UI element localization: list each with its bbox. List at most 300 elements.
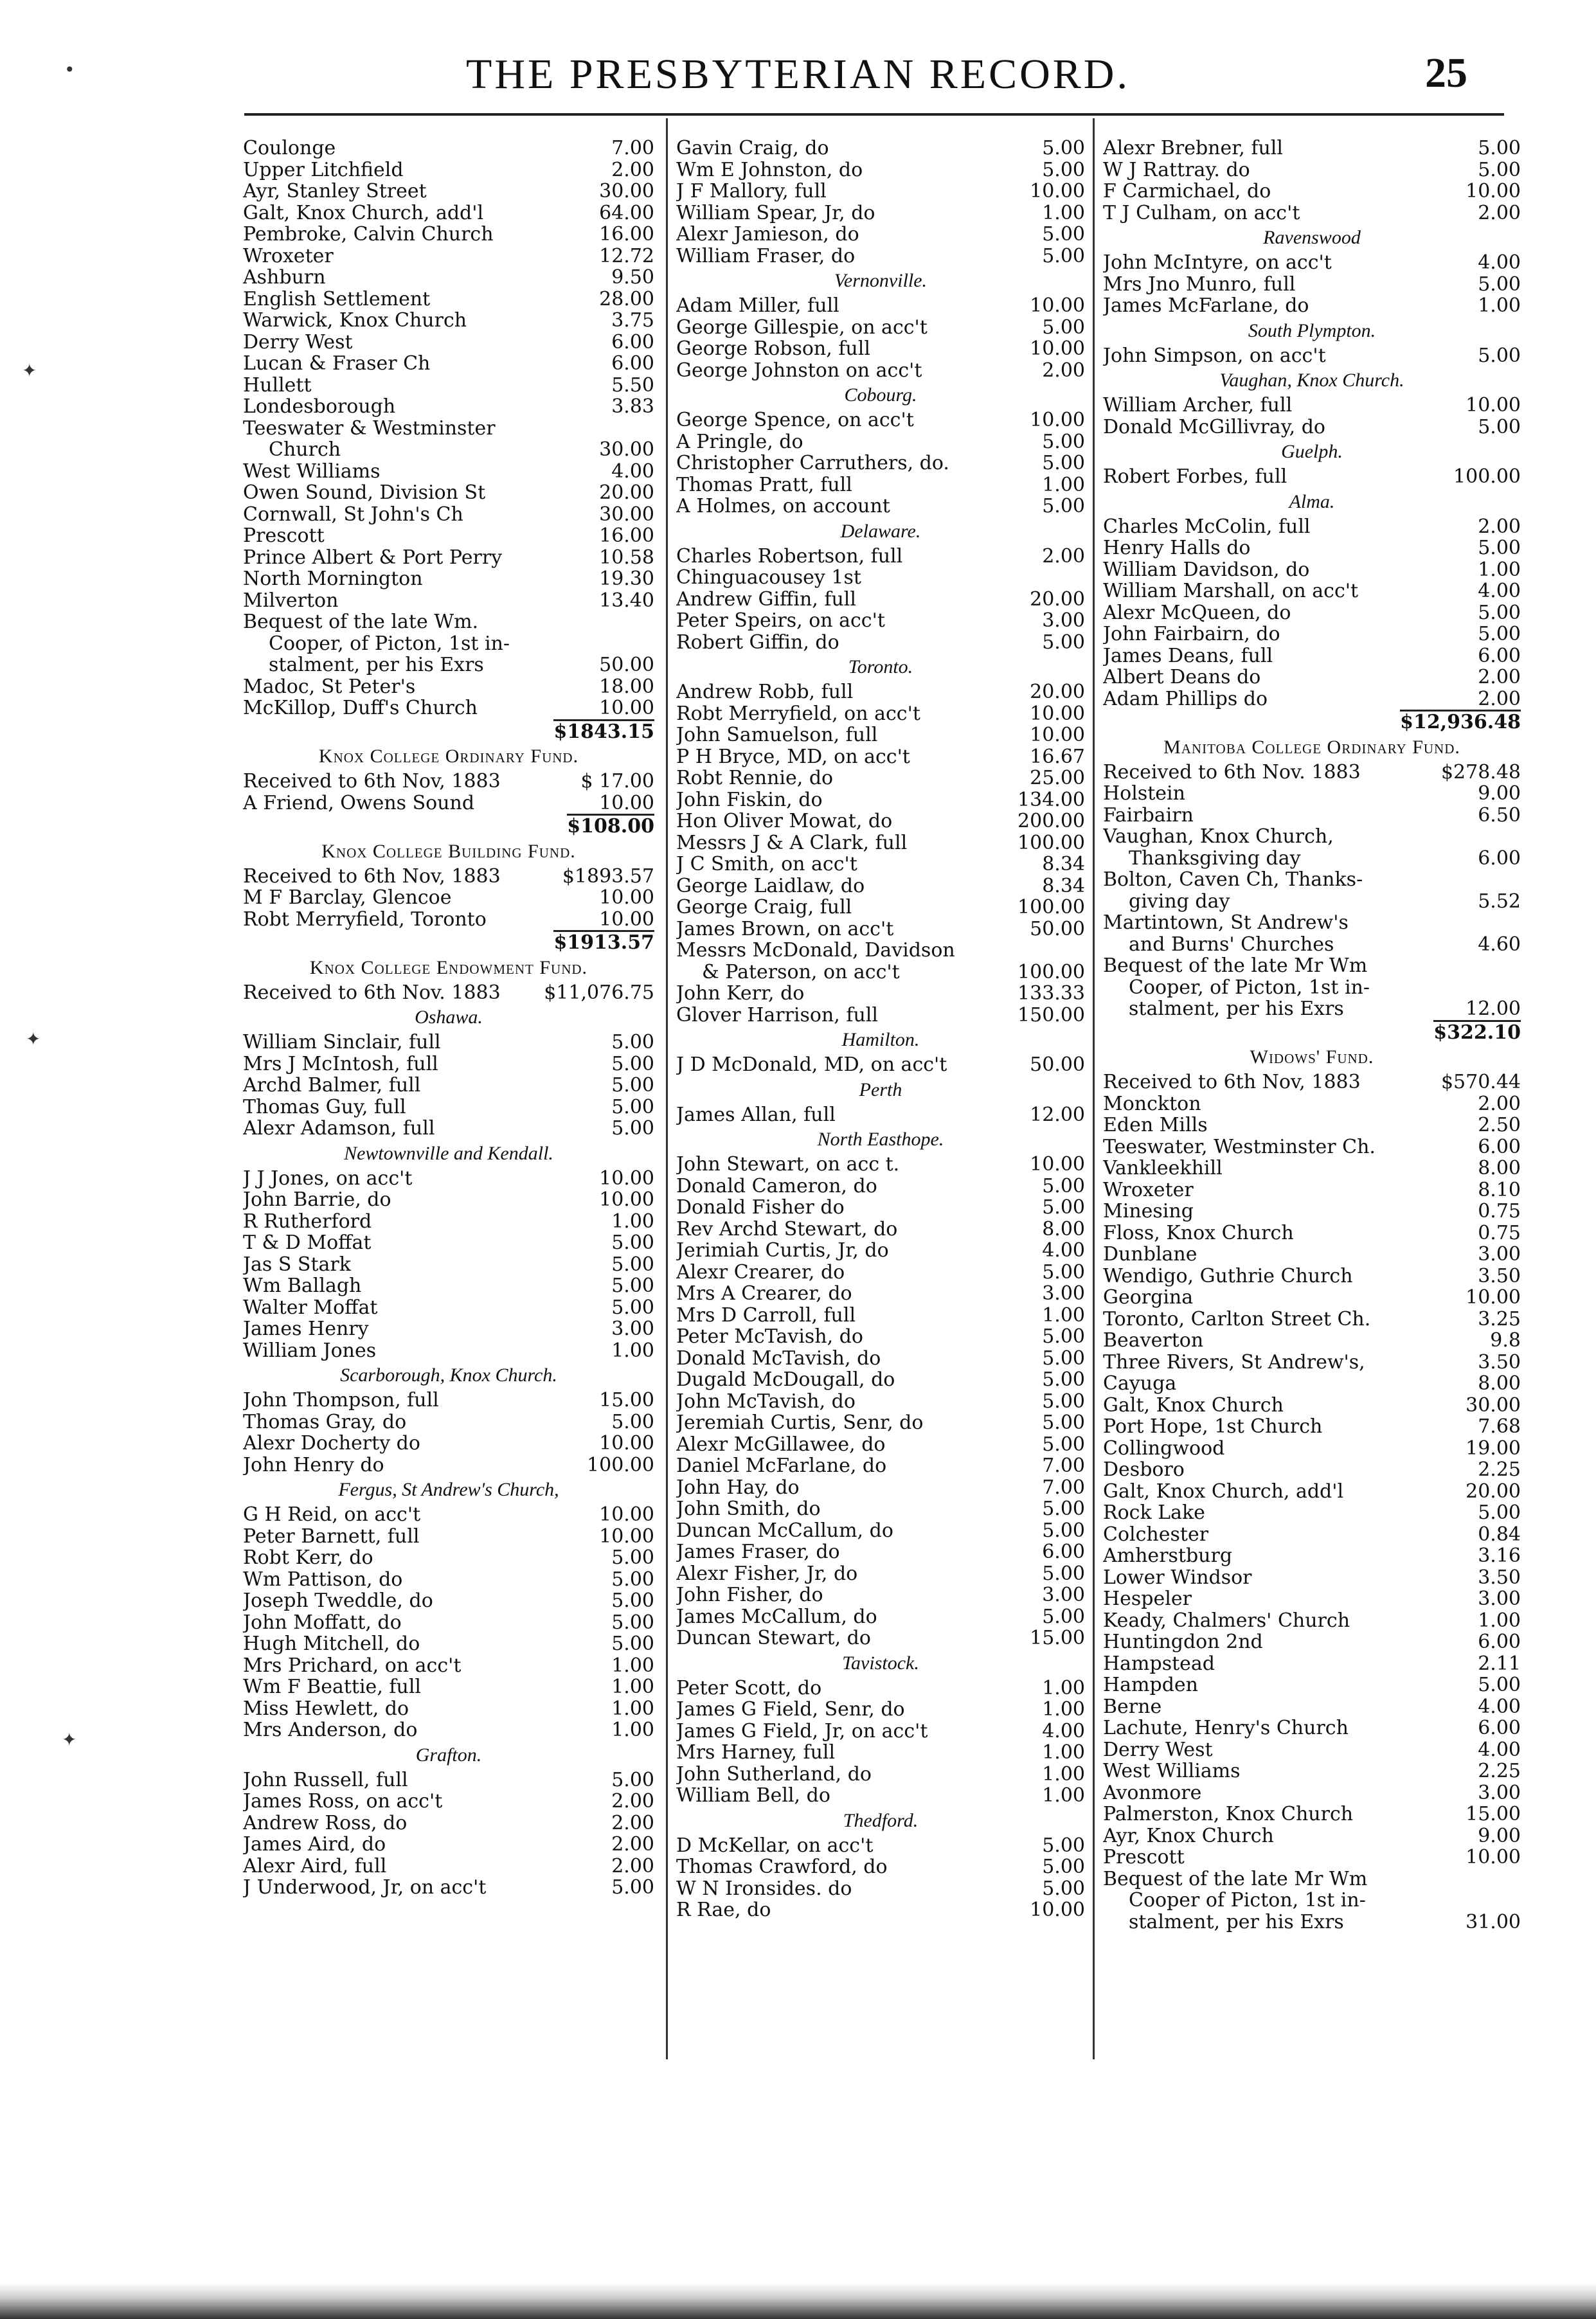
contributor-name: Eden Mills bbox=[1103, 1115, 1208, 1136]
contribution-amount: 5.00 bbox=[1042, 1369, 1085, 1391]
contribution-amount: 2.11 bbox=[1478, 1652, 1521, 1674]
contributor-name: John Simpson, on acc't bbox=[1103, 345, 1326, 366]
contribution-amount: 10.00 bbox=[1030, 724, 1085, 746]
contribution-amount: 5.00 bbox=[1478, 138, 1521, 159]
contribution-amount: 10.00 bbox=[1466, 1287, 1521, 1309]
contribution-amount: 0.84 bbox=[1478, 1523, 1521, 1545]
contribution-amount: 6.00 bbox=[1478, 847, 1521, 869]
contributor-name: Received to 6th Nov. 1883 bbox=[243, 981, 501, 1003]
contribution-amount bbox=[1023, 940, 1085, 962]
fund-heading: Widows' Fund. bbox=[1250, 1046, 1374, 1068]
contribution-amount: 5.00 bbox=[1042, 1326, 1085, 1348]
contribution-row bbox=[1103, 416, 1521, 438]
contributor-name: Port Hope, 1st Church bbox=[1103, 1416, 1323, 1438]
contribution-row bbox=[1103, 559, 1521, 581]
contributor-name: John McTavish, do bbox=[676, 1390, 856, 1412]
contribution-amount: 8.00 bbox=[1478, 1158, 1521, 1179]
contribution-row bbox=[676, 1742, 1085, 1764]
contributor-name: R Rutherford bbox=[243, 1210, 372, 1232]
contribution-amount: 2.25 bbox=[1478, 1459, 1521, 1481]
contribution-row bbox=[676, 962, 1085, 983]
contributor-name: Cooper, of Picton, 1st in- bbox=[269, 632, 510, 654]
contribution-row bbox=[676, 789, 1085, 811]
contribution-amount: 10.00 bbox=[599, 697, 654, 719]
contribution-row bbox=[676, 1005, 1085, 1026]
contributor-name: Adam Phillips do bbox=[1103, 688, 1268, 710]
contribution-amount: 3.00 bbox=[1478, 1244, 1521, 1266]
contribution-amount: 13.40 bbox=[599, 589, 654, 611]
contributor-name: Received to 6th Nov, 1883 bbox=[243, 771, 501, 792]
contribution-amount: 6.50 bbox=[1478, 804, 1521, 826]
contribution-row bbox=[243, 1411, 654, 1433]
contributor-name: James Allan, full bbox=[676, 1104, 836, 1125]
contribution-row bbox=[1103, 1201, 1521, 1222]
contribution-amount: 134.00 bbox=[1018, 789, 1085, 810]
contributor-name: Hampstead bbox=[1103, 1652, 1215, 1674]
contribution-row bbox=[243, 887, 654, 909]
contribution-row bbox=[1103, 516, 1521, 538]
contribution-amount: 5.00 bbox=[1478, 345, 1521, 366]
column-1 bbox=[243, 138, 654, 1899]
contributor-name: McKillop, Duff's Church bbox=[243, 697, 478, 719]
contributor-name: Cornwall, St John's Ch bbox=[243, 503, 463, 525]
section-heading: Guelph. bbox=[1281, 441, 1343, 462]
section-heading: Delaware. bbox=[840, 520, 921, 542]
contributor-name: Coulonge bbox=[243, 138, 336, 159]
contribution-row bbox=[243, 1340, 654, 1362]
contribution-row bbox=[1103, 912, 1521, 934]
contribution-row bbox=[676, 610, 1085, 632]
contributor-name: Andrew Ross, do bbox=[243, 1812, 408, 1834]
contributor-name: Derry West bbox=[1103, 1739, 1213, 1760]
contribution-row bbox=[676, 1219, 1085, 1240]
contribution-row bbox=[676, 1305, 1085, 1327]
contribution-amount bbox=[593, 418, 654, 440]
contribution-amount: $11,076.75 bbox=[544, 981, 654, 1003]
contributor-name: Received to 6th Nov, 1883 bbox=[243, 865, 501, 887]
contribution-row bbox=[1103, 977, 1521, 999]
contribution-row bbox=[676, 1764, 1085, 1786]
contribution-row bbox=[1103, 998, 1521, 1020]
contributor-name: Mrs D Carroll, full bbox=[676, 1304, 856, 1326]
contribution-row bbox=[1103, 1739, 1521, 1761]
contributor-name: Rock Lake bbox=[1103, 1502, 1205, 1524]
contribution-amount: 10.00 bbox=[1030, 1899, 1085, 1921]
contribution-row bbox=[676, 1785, 1085, 1807]
contributor-name: Archd Balmer, full bbox=[243, 1075, 421, 1097]
contribution-amount: 9.8 bbox=[1490, 1330, 1521, 1352]
contribution-row bbox=[243, 1211, 654, 1233]
contributor-name: Floss, Knox Church bbox=[1103, 1222, 1294, 1244]
contribution-row bbox=[243, 396, 654, 418]
contributor-name: George Robson, full bbox=[676, 338, 870, 360]
column-divider-2 bbox=[1093, 118, 1095, 2059]
contributor-name: Adam Miller, full bbox=[676, 295, 839, 317]
contribution-amount: 2.00 bbox=[1042, 359, 1085, 381]
contributor-name: Albert Deans do bbox=[1103, 667, 1261, 688]
contribution-row bbox=[676, 224, 1085, 246]
contribution-row bbox=[1103, 1674, 1521, 1696]
section-heading: Hamilton. bbox=[841, 1029, 920, 1050]
contributor-name: James Henry bbox=[243, 1318, 369, 1340]
contributor-name: James McFarlane, do bbox=[1103, 295, 1309, 317]
contributor-name: Andrew Giffin, full bbox=[676, 588, 856, 610]
contribution-amount: 4.00 bbox=[1478, 1739, 1521, 1760]
contribution-amount: 1.00 bbox=[611, 1719, 654, 1741]
contributor-name: Vankleekhill bbox=[1103, 1158, 1223, 1179]
contributor-name: George Gillespie, on acc't bbox=[676, 316, 928, 338]
contribution-row bbox=[1103, 1912, 1521, 1933]
contributor-name: William Sinclair, full bbox=[243, 1032, 441, 1053]
contribution-row bbox=[676, 567, 1085, 589]
contribution-amount: 5.00 bbox=[611, 1053, 654, 1075]
contribution-amount: 10.00 bbox=[1030, 295, 1085, 317]
section-heading: Fergus, St Andrew's Church, bbox=[338, 1479, 559, 1500]
contributor-name: Robt Merryfield, on acc't bbox=[676, 703, 920, 724]
contribution-row bbox=[1103, 159, 1521, 181]
contributor-name: Colchester bbox=[1103, 1523, 1209, 1545]
contributor-name: Christopher Carruthers, do. bbox=[676, 452, 949, 474]
contribution-row bbox=[243, 1455, 654, 1476]
contribution-amount: 5.00 bbox=[611, 1032, 654, 1053]
contributor-name: D McKellar, on acc't bbox=[676, 1834, 874, 1856]
column-divider-1 bbox=[666, 118, 668, 2059]
contributor-name: Minesing bbox=[1103, 1201, 1194, 1222]
contribution-row bbox=[1103, 1158, 1521, 1179]
contribution-amount: 8.34 bbox=[1042, 875, 1085, 897]
contribution-amount: 5.00 bbox=[1478, 273, 1521, 295]
contribution-row bbox=[1103, 1438, 1521, 1460]
contribution-row bbox=[243, 1275, 654, 1297]
contribution-row bbox=[243, 1633, 654, 1655]
contributor-name: William Marshall, on acc't bbox=[1103, 580, 1359, 602]
contributor-name: Wroxeter bbox=[243, 245, 334, 267]
contributor-name: Messrs J & A Clark, full bbox=[676, 832, 908, 854]
contributor-name: Donald McTavish, do bbox=[676, 1347, 881, 1369]
contribution-amount: 19.30 bbox=[599, 568, 654, 590]
contribution-amount: $ 17.00 bbox=[580, 771, 654, 792]
contribution-row bbox=[676, 1498, 1085, 1520]
contribution-row bbox=[243, 866, 654, 888]
contributor-name: Keady, Chalmers' Church bbox=[1103, 1609, 1350, 1631]
contribution-row bbox=[1103, 1373, 1521, 1395]
contribution-row bbox=[1103, 1868, 1521, 1890]
contribution-row bbox=[1103, 1804, 1521, 1825]
contributor-name: Lachute, Henry's Church bbox=[1103, 1717, 1349, 1739]
page-number: 25 bbox=[1425, 49, 1467, 96]
contributor-name: John Moffatt, do bbox=[243, 1611, 402, 1633]
contribution-row bbox=[1103, 1847, 1521, 1868]
contributor-name: Alexr McQueen, do bbox=[1103, 602, 1291, 623]
contribution-amount: 5.00 bbox=[1042, 496, 1085, 517]
contribution-row bbox=[243, 1856, 654, 1877]
contributor-name: and Burns' Churches bbox=[1129, 933, 1334, 955]
contribution-row bbox=[676, 1154, 1085, 1176]
contribution-amount: 5.00 bbox=[1478, 416, 1521, 438]
contributor-name: James Ross, on acc't bbox=[243, 1791, 443, 1813]
contribution-row bbox=[1103, 826, 1521, 848]
contribution-row bbox=[676, 474, 1085, 496]
contribution-row bbox=[1103, 955, 1521, 977]
contribution-row bbox=[676, 181, 1085, 202]
contribution-amount: 10.00 bbox=[599, 908, 654, 930]
contribution-amount bbox=[593, 611, 654, 633]
contribution-row bbox=[1103, 1782, 1521, 1804]
contribution-row bbox=[1103, 1093, 1521, 1115]
fund-heading: Knox College Endowment Fund. bbox=[309, 956, 588, 978]
contribution-amount: 3.50 bbox=[1478, 1351, 1521, 1373]
contributor-name: Hullett bbox=[243, 374, 312, 396]
contribution-row bbox=[1103, 1115, 1521, 1136]
contributor-name: T J Culham, on acc't bbox=[1103, 202, 1300, 224]
contribution-row bbox=[676, 1699, 1085, 1721]
contributor-name: William Spear, Jr, do bbox=[676, 202, 875, 224]
contribution-row bbox=[243, 676, 654, 698]
contributor-name: James Aird, do bbox=[243, 1834, 386, 1856]
contributor-name: Mrs Jno Munro, full bbox=[1103, 273, 1296, 295]
contribution-amount: 5.00 bbox=[611, 1118, 654, 1140]
contribution-amount bbox=[593, 633, 654, 655]
contributor-name: Holstein bbox=[1103, 783, 1185, 805]
contribution-amount: 30.00 bbox=[599, 503, 654, 525]
contributor-name: George Johnston on acc't bbox=[676, 359, 922, 381]
contribution-row bbox=[1103, 466, 1521, 488]
contribution-amount: 1.00 bbox=[1042, 1304, 1085, 1326]
contribution-amount: 1.00 bbox=[1042, 1742, 1085, 1764]
contributor-name: John Fiskin, do bbox=[676, 789, 823, 810]
contribution-amount: 50.00 bbox=[1030, 918, 1085, 940]
contributor-name: Received to 6th Nov. 1883 bbox=[1103, 761, 1361, 783]
contribution-amount: 28.00 bbox=[599, 288, 654, 310]
contribution-amount: 15.00 bbox=[1030, 1627, 1085, 1649]
contribution-amount: 3.75 bbox=[611, 310, 654, 332]
contribution-amount: 1.00 bbox=[611, 1210, 654, 1232]
contributor-name: West Williams bbox=[1103, 1760, 1241, 1782]
contribution-amount: 1.00 bbox=[1042, 1677, 1085, 1699]
contributor-name: W J Rattray. do bbox=[1103, 159, 1250, 181]
contribution-row bbox=[676, 1369, 1085, 1391]
subtotal-row bbox=[1103, 1020, 1521, 1044]
contributor-name: George Laidlaw, do bbox=[676, 875, 865, 897]
contribution-row bbox=[243, 1590, 654, 1612]
contributor-name: Derry West bbox=[243, 331, 353, 353]
contribution-row bbox=[243, 1189, 654, 1211]
section-heading: Vaughan, Knox Church. bbox=[1219, 370, 1404, 391]
contribution-amount: 3.00 bbox=[1478, 1588, 1521, 1610]
fund-heading: Knox College Building Fund. bbox=[321, 840, 576, 862]
contributor-name: John Barrie, do bbox=[243, 1189, 391, 1211]
contributor-name: Duncan McCallum, do bbox=[676, 1519, 893, 1541]
contributor-name: William Bell, do bbox=[676, 1785, 830, 1807]
contribution-amount: 10.00 bbox=[599, 1189, 654, 1211]
contribution-row bbox=[243, 547, 654, 569]
contributor-name: Warwick, Knox Church bbox=[243, 310, 467, 332]
contributor-name: Palmerston, Knox Church bbox=[1103, 1804, 1354, 1825]
contribution-amount: 20.00 bbox=[1030, 588, 1085, 610]
contribution-amount: 5.00 bbox=[611, 1275, 654, 1297]
contribution-row bbox=[1103, 1352, 1521, 1374]
contribution-amount: 6.00 bbox=[1478, 1136, 1521, 1158]
contributor-name: Mrs Prichard, on acc't bbox=[243, 1654, 462, 1676]
contributor-name: Desboro bbox=[1103, 1459, 1185, 1481]
contribution-row bbox=[1103, 1395, 1521, 1417]
contribution-row bbox=[1103, 1588, 1521, 1610]
section-heading: Newtownville and Kendall. bbox=[344, 1142, 553, 1164]
contribution-row bbox=[1103, 1071, 1521, 1093]
section-heading: North Easthope. bbox=[817, 1129, 944, 1150]
contribution-row bbox=[676, 317, 1085, 339]
contribution-row bbox=[243, 353, 654, 375]
contributor-name: Bequest of the late Wm. bbox=[243, 611, 479, 633]
contribution-amount: $108.00 bbox=[567, 815, 654, 837]
contribution-row bbox=[676, 295, 1085, 317]
contribution-amount: 5.00 bbox=[1042, 431, 1085, 452]
contribution-row bbox=[243, 1118, 654, 1140]
contribution-row bbox=[1103, 252, 1521, 274]
contribution-amount: 6.00 bbox=[1478, 1631, 1521, 1653]
contribution-row bbox=[243, 525, 654, 547]
contributor-name: P H Bryce, MD, on acc't bbox=[676, 746, 910, 767]
contributor-name: James Brown, on acc't bbox=[676, 918, 894, 940]
contribution-amount: 5.00 bbox=[611, 1411, 654, 1433]
contributor-name: James Deans, full bbox=[1103, 645, 1273, 667]
contribution-row bbox=[1103, 181, 1521, 202]
section-heading: Ravenswood bbox=[1263, 227, 1361, 248]
contribution-amount: 200.00 bbox=[1018, 810, 1085, 832]
contributor-name: Huntingdon 2nd bbox=[1103, 1631, 1263, 1653]
contributor-name: John Samuelson, full bbox=[676, 724, 878, 746]
contribution-amount: 6.00 bbox=[1042, 1541, 1085, 1563]
contribution-amount: 5.00 bbox=[1042, 1261, 1085, 1283]
contributor-name: Owen Sound, Division St bbox=[243, 482, 486, 504]
contributor-name: Milverton bbox=[243, 589, 339, 611]
contribution-row bbox=[676, 431, 1085, 453]
contributor-name: John Henry do bbox=[243, 1454, 384, 1476]
contributor-name: Charles Robertson, full bbox=[676, 545, 903, 567]
contribution-amount: 5.00 bbox=[611, 1568, 654, 1590]
contributor-name: A Friend, Owens Sound bbox=[243, 792, 475, 814]
contributor-name: Rev Archd Stewart, do bbox=[676, 1218, 898, 1240]
contribution-row bbox=[243, 1390, 654, 1411]
contribution-amount: 30.00 bbox=[1466, 1394, 1521, 1416]
contribution-row bbox=[676, 1856, 1085, 1878]
contribution-amount: 5.00 bbox=[611, 1611, 654, 1633]
contribution-amount: 1.00 bbox=[1042, 474, 1085, 496]
contribution-row bbox=[676, 246, 1085, 267]
contributor-name: Cooper of Picton, 1st in- bbox=[1129, 1890, 1366, 1912]
contribution-amount: 10.00 bbox=[1030, 703, 1085, 724]
contribution-amount: 5.00 bbox=[1042, 1562, 1085, 1584]
contributor-name: Gavin Craig, do bbox=[676, 138, 829, 159]
contribution-amount: 3.16 bbox=[1478, 1545, 1521, 1567]
contributor-name: Hugh Mitchell, do bbox=[243, 1633, 420, 1655]
contributor-name: James McCallum, do bbox=[676, 1606, 877, 1627]
contribution-row bbox=[676, 724, 1085, 746]
contribution-amount: 9.00 bbox=[1478, 783, 1521, 805]
contribution-row bbox=[676, 1541, 1085, 1563]
contribution-row bbox=[243, 1168, 654, 1190]
contribution-amount: 10.00 bbox=[599, 1167, 654, 1189]
contribution-row bbox=[1103, 1244, 1521, 1266]
contribution-row bbox=[1103, 1330, 1521, 1352]
contribution-row bbox=[676, 1104, 1085, 1126]
contribution-amount: 1.00 bbox=[1478, 295, 1521, 317]
contributor-name: John Smith, do bbox=[676, 1498, 821, 1520]
contributor-name: George Craig, full bbox=[676, 897, 852, 918]
contributor-name: Walter Moffat bbox=[243, 1296, 378, 1318]
contribution-amount: $322.10 bbox=[1433, 1021, 1521, 1043]
contribution-amount: 2.00 bbox=[611, 159, 654, 181]
contribution-row bbox=[676, 1434, 1085, 1456]
contribution-amount: 5.00 bbox=[611, 1296, 654, 1318]
contribution-row bbox=[676, 810, 1085, 832]
contribution-amount: 12.00 bbox=[1030, 1104, 1085, 1125]
contribution-row bbox=[1103, 667, 1521, 688]
contributor-name: Galt, Knox Church, add'l bbox=[243, 202, 484, 224]
contributor-name: Collingwood bbox=[1103, 1437, 1225, 1459]
contribution-row bbox=[243, 568, 654, 590]
contribution-row bbox=[1103, 138, 1521, 159]
contributor-name: Alexr Crearer, do bbox=[676, 1261, 845, 1283]
contribution-amount: 10.00 bbox=[1030, 181, 1085, 202]
contribution-row bbox=[243, 611, 654, 633]
contribution-row bbox=[676, 918, 1085, 940]
contribution-amount: 5.00 bbox=[1478, 537, 1521, 559]
contribution-row bbox=[676, 1054, 1085, 1076]
contribution-row bbox=[676, 360, 1085, 382]
contributor-name: John Hay, do bbox=[676, 1476, 800, 1498]
contribution-amount bbox=[1459, 1868, 1521, 1890]
contribution-row bbox=[1103, 1653, 1521, 1675]
contribution-row bbox=[676, 1878, 1085, 1900]
contribution-amount: 2.25 bbox=[1478, 1760, 1521, 1782]
contribution-row bbox=[243, 1075, 654, 1097]
contribution-row bbox=[243, 1433, 654, 1455]
contribution-row bbox=[243, 439, 654, 461]
contributor-name: John Fisher, do bbox=[676, 1584, 823, 1606]
contribution-amount: 30.00 bbox=[599, 439, 654, 461]
contribution-row bbox=[1103, 1459, 1521, 1481]
contribution-amount: 5.00 bbox=[1042, 1498, 1085, 1520]
contributor-name: Thomas Guy, full bbox=[243, 1096, 406, 1118]
contribution-amount: 3.50 bbox=[1478, 1265, 1521, 1287]
contributor-name: John Russell, full bbox=[243, 1769, 408, 1791]
contribution-amount: 5.00 bbox=[1478, 623, 1521, 645]
contribution-row bbox=[676, 703, 1085, 725]
contribution-row bbox=[676, 767, 1085, 789]
contribution-row bbox=[243, 1769, 654, 1791]
contribution-amount: 16.67 bbox=[1030, 746, 1085, 767]
contribution-row bbox=[243, 1547, 654, 1569]
contribution-row bbox=[1103, 1760, 1521, 1782]
contribution-amount: 5.00 bbox=[611, 1590, 654, 1612]
contributor-name: Peter Barnett, full bbox=[243, 1525, 420, 1547]
contribution-row bbox=[676, 1326, 1085, 1348]
contribution-amount: 4.00 bbox=[1042, 1720, 1085, 1742]
contributor-name: Thanksgiving day bbox=[1129, 847, 1301, 869]
contribution-row bbox=[243, 792, 654, 814]
contribution-amount: 20.00 bbox=[1466, 1480, 1521, 1502]
contribution-amount: 15.00 bbox=[1466, 1804, 1521, 1825]
contribution-amount: 12.00 bbox=[1466, 998, 1521, 1020]
contribution-amount: 100.00 bbox=[587, 1454, 654, 1476]
contributor-name: Madoc, St Peter's bbox=[243, 676, 416, 697]
contributor-name: J J Jones, on acc't bbox=[243, 1167, 413, 1189]
contributor-name: Avonmore bbox=[1103, 1782, 1202, 1804]
contribution-amount: 3.00 bbox=[1042, 1283, 1085, 1305]
contributor-name: Robt Merryfield, Toronto bbox=[243, 908, 487, 930]
contribution-row bbox=[243, 246, 654, 267]
